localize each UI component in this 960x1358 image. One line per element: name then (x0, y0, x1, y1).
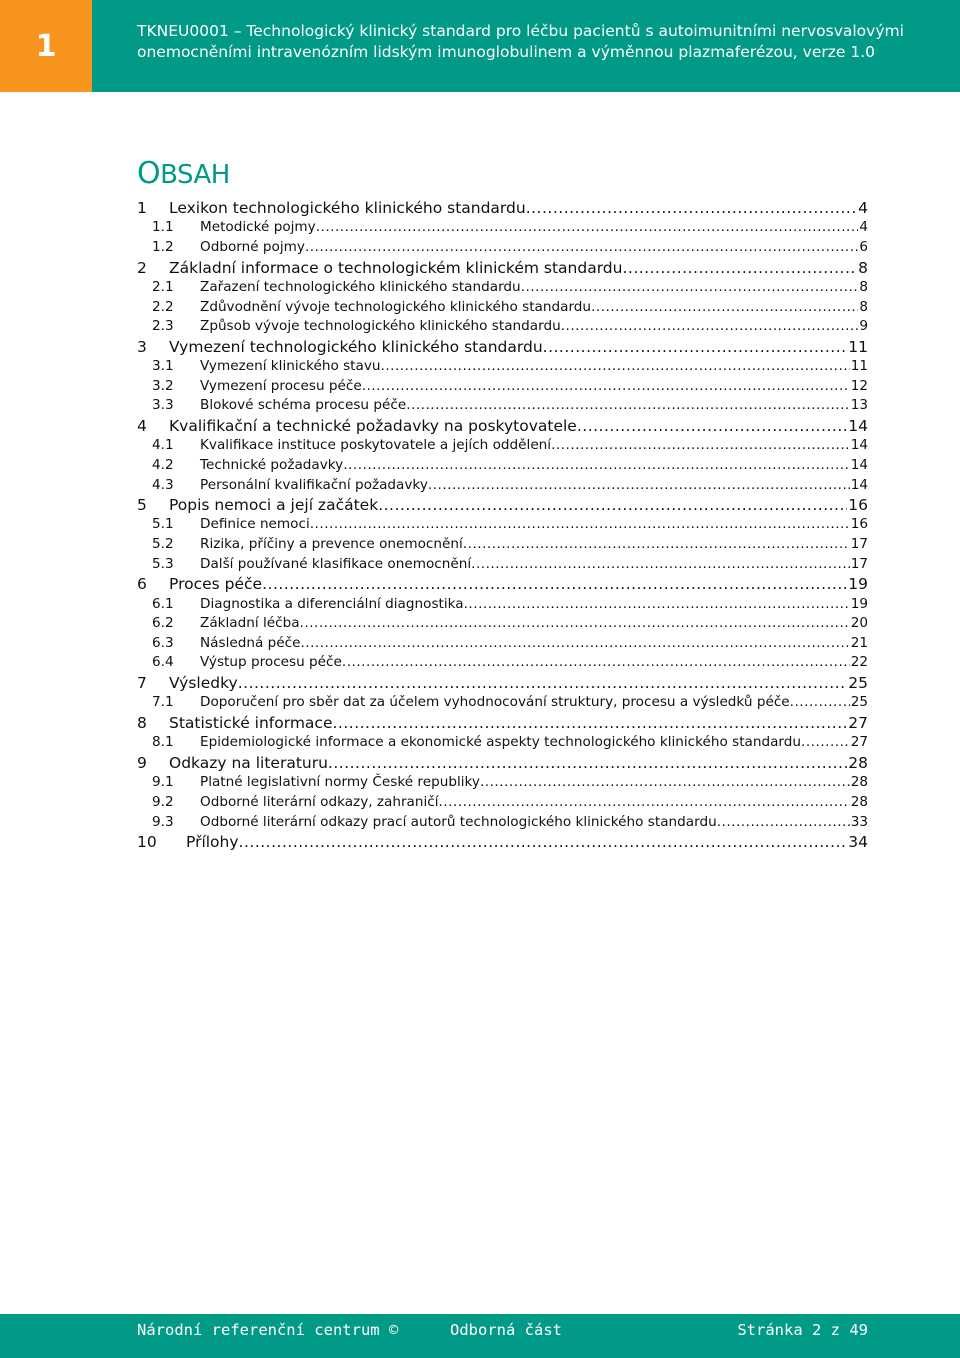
toc-entry-title[interactable]: Platné legislativní normy České republiky (200, 774, 480, 791)
toc-dot-leader (551, 436, 850, 456)
toc-dot-leader (471, 555, 850, 575)
toc-entry-number: 7.1 (152, 694, 174, 711)
toc-entry-title[interactable]: Zdůvodnění vývoje technologického klinického standardu (200, 298, 592, 315)
page-header (0, 0, 960, 92)
toc-dot-leader (378, 495, 847, 515)
toc-chapter-entry[interactable] (137, 495, 868, 515)
toc-entry-number: 6.4 (152, 654, 174, 671)
toc-section-entry[interactable] (137, 456, 868, 476)
toc-section-entry[interactable] (137, 515, 868, 535)
toc-entry-title[interactable]: Další používané klasifikace onemocnění (200, 555, 472, 572)
toc-entry-page[interactable]: 14 (850, 437, 868, 454)
document-title (137, 21, 937, 63)
toc-section-entry[interactable] (137, 396, 868, 416)
toc-entry-number: 6.1 (152, 595, 174, 612)
toc-dot-leader (591, 298, 858, 318)
toc-entry-page[interactable]: 19 (850, 595, 868, 612)
toc-entry-number: 1 (137, 199, 147, 217)
toc-dot-leader (310, 515, 850, 535)
toc-dot-leader (406, 396, 849, 416)
toc-dot-leader (328, 753, 847, 773)
toc-entry-title[interactable]: Odborné literární odkazy prací autorů technologického klinického standardu (200, 813, 717, 830)
toc-dot-leader (526, 198, 857, 218)
toc-entry-page[interactable]: 28 (848, 754, 868, 772)
toc-dot-leader (717, 813, 850, 833)
toc-entry-page[interactable]: 20 (850, 615, 868, 632)
toc-section-entry[interactable] (137, 436, 868, 456)
toc-entry-title[interactable]: Výstup procesu péče (200, 654, 342, 671)
toc-entry-title[interactable]: Odborné literární odkazy, zahraničí (200, 793, 439, 810)
toc-entry-number: 7 (137, 674, 147, 693)
toc-dot-leader (790, 693, 850, 713)
toc-entry-number: 1.2 (152, 238, 174, 255)
toc-dot-leader (801, 733, 850, 753)
toc-entry-number: 5 (137, 496, 147, 515)
toc-dot-leader (439, 793, 850, 813)
toc-entry-title[interactable]: Odborné pojmy (200, 238, 305, 255)
toc-dot-leader (238, 673, 848, 693)
toc-entry-number: 3.3 (152, 397, 174, 414)
toc-section-entry[interactable] (137, 278, 868, 298)
toc-entry-title[interactable]: Diagnostika a diferenciální diagnostika (200, 595, 464, 612)
toc-section-entry[interactable] (137, 595, 868, 615)
toc-section-entry[interactable] (137, 653, 868, 673)
toc-entry-title[interactable]: Odkazy na literaturu (169, 754, 328, 772)
footer-section: Odborná část (450, 1321, 562, 1339)
toc-entry-title[interactable]: Popis nemoci a její začátek (169, 496, 379, 515)
toc-entry-page[interactable]: 12 (850, 377, 868, 394)
toc-entry-page[interactable]: 8 (858, 258, 868, 277)
toc-entry-title[interactable]: Definice nemoci (200, 516, 310, 533)
toc-dot-leader (464, 595, 850, 615)
document-title-line-1: TKNEU0001 – Technologický klinický standard pro léčbu pacientů s autoimunitními nervosvalovými (137, 22, 904, 40)
toc-entry-title[interactable]: Statistické informace (169, 714, 333, 733)
toc-entry-title[interactable]: Vymezení technologického klinického standardu (169, 337, 543, 356)
toc-entry-page[interactable]: 9 (859, 318, 868, 335)
chapter-badge: 1 (0, 0, 92, 92)
toc-entry-page[interactable]: 27 (850, 734, 868, 751)
toc-dot-leader (316, 218, 859, 238)
toc-entry-page[interactable]: 34 (848, 833, 868, 852)
toc-entry-title[interactable]: Epidemiologické informace a ekonomické aspekty technologického klinického standardu (200, 734, 802, 751)
footer-organization: Národní referenční centrum © (137, 1321, 399, 1339)
toc-entry-number: 2.2 (152, 298, 174, 315)
toc-entry-page[interactable]: 28 (850, 793, 868, 810)
toc-chapter-entry[interactable] (137, 337, 868, 357)
toc-entry-number: 4.2 (152, 456, 174, 473)
toc-entry-number: 9.3 (152, 813, 174, 830)
toc-entry-page[interactable]: 33 (850, 813, 868, 830)
toc-entry-number: 9.2 (152, 793, 174, 810)
toc-entry-number: 5.3 (152, 555, 174, 572)
toc-entry-page[interactable]: 16 (850, 516, 868, 533)
toc-entry-page[interactable]: 11 (850, 358, 868, 375)
toc-entry-number: 1.1 (152, 219, 174, 236)
toc-dot-leader (300, 614, 850, 634)
toc-dot-leader (463, 535, 850, 555)
toc-entry-page[interactable]: 4 (859, 219, 868, 236)
toc-entry-number: 9.1 (152, 774, 174, 791)
toc-dot-leader (262, 574, 847, 594)
toc-entry-number: 8 (137, 714, 147, 733)
toc-entry-title[interactable]: Vymezení procesu péče (200, 377, 362, 394)
toc-dot-leader (577, 416, 847, 436)
toc-entry-title[interactable]: Základní léčba (200, 615, 300, 632)
toc-entry-title[interactable]: Kvalifikace instituce poskytovatele a jejích oddělení (200, 437, 552, 454)
table-of-contents (137, 198, 868, 853)
toc-entry-page[interactable]: 13 (850, 397, 868, 414)
toc-chapter-entry[interactable] (137, 753, 868, 773)
toc-entry-number: 3 (137, 337, 147, 356)
toc-chapter-entry[interactable] (137, 198, 868, 218)
toc-entry-page[interactable]: 25 (850, 694, 868, 711)
toc-entry-title[interactable]: Způsob vývoje technologického klinického standardu (200, 318, 561, 335)
toc-section-entry[interactable] (137, 614, 868, 634)
toc-entry-page[interactable]: 6 (859, 238, 868, 255)
toc-entry-number: 3.1 (152, 358, 174, 375)
toc-entry-number: 3.2 (152, 377, 174, 394)
toc-entry-title[interactable]: Personální kvalifikační požadavky (200, 476, 428, 493)
toc-entry-page[interactable]: 14 (848, 416, 868, 435)
toc-dot-leader (480, 773, 850, 793)
toc-entry-title[interactable]: Blokové schéma procesu péče (200, 397, 407, 414)
toc-dot-leader (343, 456, 849, 476)
toc-dot-leader (362, 377, 850, 397)
toc-entry-title[interactable]: Doporučení pro sběr dat za účelem vyhodnocování struktury, procesu a výsledků péče (200, 694, 790, 711)
page-footer (0, 1314, 960, 1358)
toc-entry-page[interactable]: 27 (848, 714, 868, 733)
toc-entry-page[interactable]: 14 (850, 456, 868, 473)
toc-entry-page[interactable]: 11 (848, 337, 868, 356)
toc-entry-number: 2 (137, 258, 147, 277)
toc-section-entry[interactable] (137, 238, 868, 258)
toc-section-entry[interactable] (137, 693, 868, 713)
toc-chapter-entry[interactable] (137, 832, 868, 852)
toc-entry-page[interactable]: 16 (848, 496, 868, 515)
toc-entry-page[interactable]: 14 (850, 476, 868, 493)
footer-page-number: Stránka 2 z 49 (737, 1321, 868, 1339)
toc-entry-number: 8.1 (152, 734, 174, 751)
toc-dot-leader (381, 357, 850, 377)
toc-entry-title[interactable]: Rizika, příčiny a prevence onemocnění (200, 536, 463, 553)
toc-entry-page[interactable]: 19 (848, 575, 868, 594)
toc-section-entry[interactable] (137, 773, 868, 793)
toc-entry-page[interactable]: 28 (850, 774, 868, 791)
toc-heading (137, 157, 230, 192)
toc-heading-initial: O (137, 156, 161, 191)
toc-dot-leader (300, 634, 849, 654)
toc-section-entry[interactable] (137, 813, 868, 833)
toc-entry-number: 5.1 (152, 516, 174, 533)
toc-section-entry[interactable] (137, 317, 868, 337)
toc-dot-leader (561, 317, 859, 337)
toc-dot-leader (342, 653, 850, 673)
toc-section-entry[interactable] (137, 535, 868, 555)
toc-entry-number: 2.3 (152, 318, 174, 335)
toc-dot-leader (622, 258, 857, 278)
toc-entry-page[interactable]: 21 (850, 634, 868, 651)
toc-dot-leader (428, 476, 850, 496)
toc-entry-number: 6.3 (152, 634, 174, 651)
toc-entry-title[interactable]: Zařazení technologického klinického standardu (200, 278, 521, 295)
toc-section-entry[interactable] (137, 298, 868, 318)
toc-section-entry[interactable] (137, 357, 868, 377)
toc-dot-leader (543, 337, 848, 357)
toc-entry-title[interactable]: Technické požadavky (200, 456, 344, 473)
toc-entry-page[interactable]: 17 (850, 536, 868, 553)
toc-entry-title[interactable]: Kvalifikační a technické požadavky na poskytovatele (169, 416, 577, 435)
toc-section-entry[interactable] (137, 555, 868, 575)
toc-chapter-entry[interactable] (137, 258, 868, 278)
toc-dot-leader (333, 713, 848, 733)
toc-heading-rest: BSAH (160, 160, 230, 190)
toc-chapter-entry[interactable] (137, 713, 868, 733)
toc-entry-title[interactable]: Metodické pojmy (200, 219, 316, 236)
toc-entry-title[interactable]: Vymezení klinického stavu (200, 358, 381, 375)
toc-entry-page[interactable]: 25 (848, 674, 868, 693)
toc-chapter-entry[interactable] (137, 673, 868, 693)
toc-entry-number: 2.1 (152, 278, 174, 295)
toc-section-entry[interactable] (137, 634, 868, 654)
toc-chapter-entry[interactable] (137, 416, 868, 436)
toc-entry-number: 10 (137, 833, 157, 852)
toc-entry-number: 9 (137, 754, 147, 772)
toc-entry-number: 5.2 (152, 536, 174, 553)
toc-section-entry[interactable] (137, 377, 868, 397)
document-title-line-2: onemocněními intravenózním lidským imunoglobulinem a výměnnou plazmaferézou, verze 1.0 (137, 43, 875, 61)
toc-entry-page[interactable]: 8 (859, 278, 868, 295)
toc-dot-leader (239, 832, 848, 852)
toc-entry-page[interactable]: 17 (850, 555, 868, 572)
toc-entry-title[interactable]: Základní informace o technologickém klinickém standardu (169, 258, 623, 277)
toc-section-entry[interactable] (137, 793, 868, 813)
toc-entry-number: 6 (137, 575, 147, 594)
toc-entry-number: 4.1 (152, 437, 174, 454)
toc-section-entry[interactable] (137, 218, 868, 238)
toc-chapter-entry[interactable] (137, 574, 868, 594)
toc-dot-leader (305, 238, 858, 258)
toc-entry-title[interactable]: Následná péče (200, 634, 301, 651)
toc-entry-number: 4.3 (152, 476, 174, 493)
toc-section-entry[interactable] (137, 476, 868, 496)
toc-entry-number: 4 (137, 416, 147, 435)
toc-section-entry[interactable] (137, 733, 868, 753)
toc-entry-title[interactable]: Lexikon technologického klinického standardu (169, 199, 526, 217)
toc-entry-title[interactable]: Přílohy (186, 833, 239, 852)
toc-entry-title[interactable]: Výsledky (169, 674, 238, 693)
toc-dot-leader (521, 278, 859, 298)
toc-entry-page[interactable]: 4 (858, 199, 868, 217)
toc-entry-number: 6.2 (152, 615, 174, 632)
toc-entry-page[interactable]: 8 (859, 298, 868, 315)
toc-entry-title[interactable]: Proces péče (169, 575, 263, 594)
toc-entry-page[interactable]: 22 (850, 654, 868, 671)
